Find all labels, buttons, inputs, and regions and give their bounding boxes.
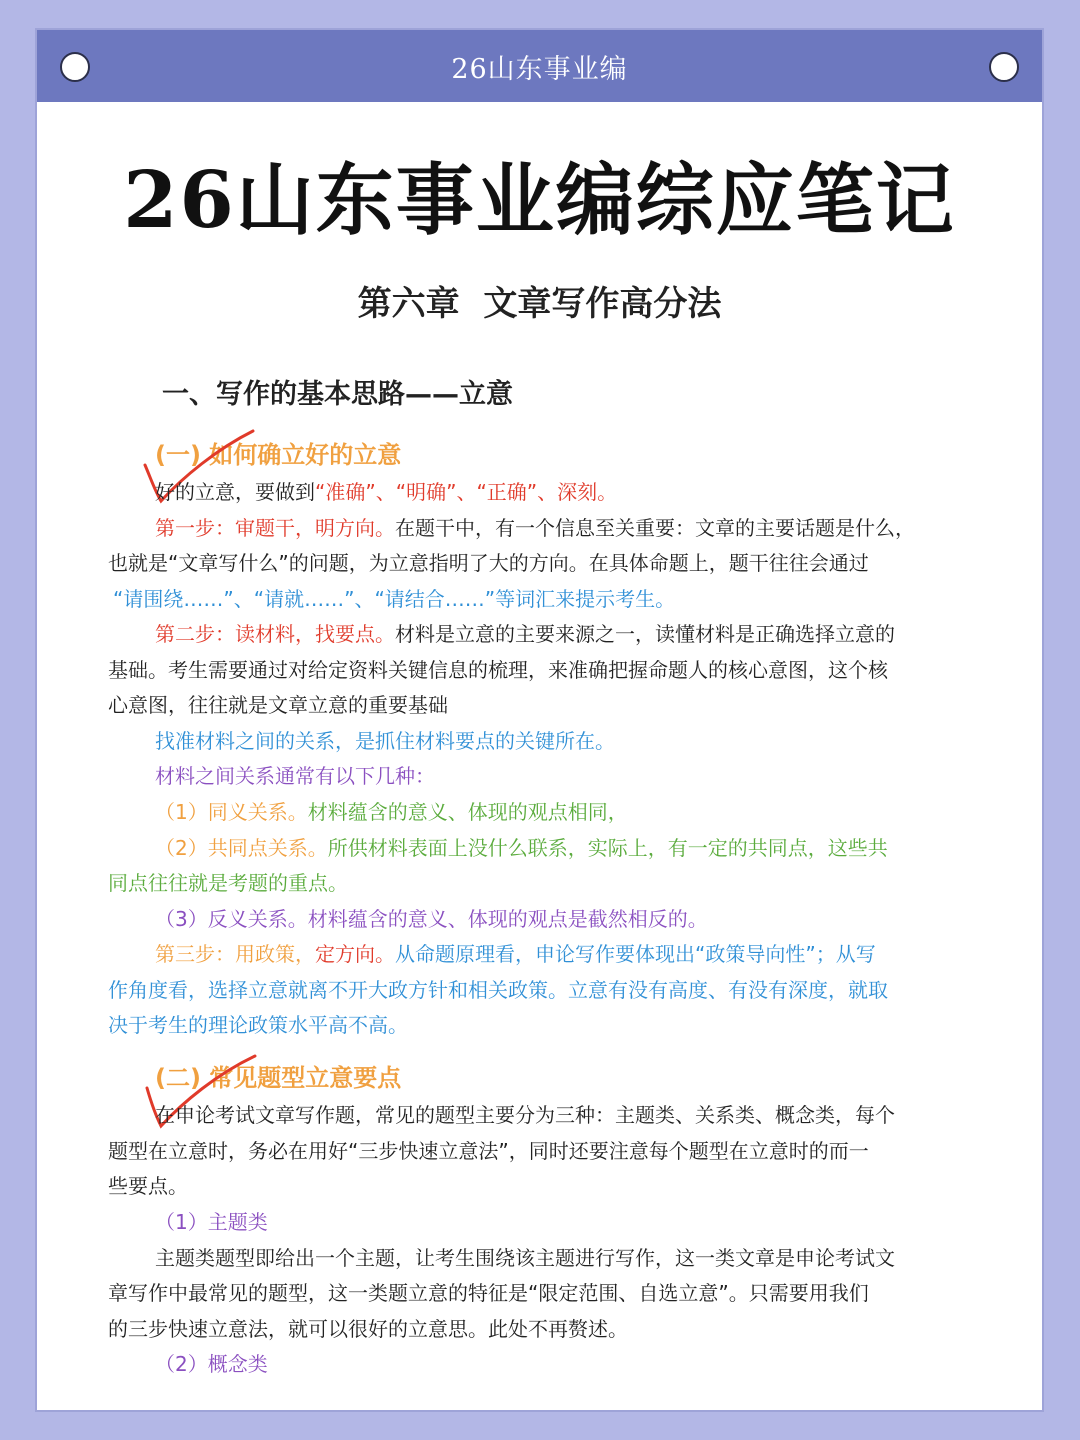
step1-text-1: 在题干中，有一个信息至关重要：文章的主要话题是什么，: [395, 516, 915, 540]
relation-1-line: [155, 798, 1017, 826]
intro-emphasis: “准确”、“明确”、“正确”、深刻。: [315, 480, 618, 504]
binder-hole-left-icon: [60, 52, 90, 82]
relation-intro-line: 材料之间关系通常有以下几种：: [155, 764, 435, 788]
step1-line-2: 也就是“文章写什么”的问题，为立意指明了大的方向。在具体命题上，题干往往会通过: [108, 551, 869, 575]
relation-key-line: 找准材料之间的关系，是抓住材料要点的关键所在。: [155, 729, 615, 753]
step3-text-1: 从命题原理看，申论写作要体现出“政策导向性”；从写: [395, 942, 876, 966]
step3-line-3: 决于考生的理论政策水平高不高。: [108, 1013, 408, 1037]
sub-heading-1: (一) 如何确立好的立意: [155, 441, 402, 469]
relation-3-text: 材料蕴含的意义、体现的观点是截然相反的。: [307, 907, 708, 931]
relation-2-label: （2）共同点关系。: [155, 836, 328, 860]
sub2-line-1: 在申论考试文章写作题，常见的题型主要分为三种：主题类、关系类、概念类，每个: [155, 1103, 895, 1127]
step3-line-1: [155, 940, 1017, 968]
intro-line: [155, 478, 1017, 506]
step2-line-2: 基础。考生需要通过对给定资料关键信息的梳理，来准确把握命题人的核心意图，这个核: [108, 658, 888, 682]
relation-1-label: （1）同义关系。: [155, 800, 308, 824]
step2-line-3: 心意图，往往就是文章立意的重要基础: [108, 693, 448, 717]
step1-line-3: “请围绕……”、“请就……”、“请结合……”等词汇来提示考生。: [113, 587, 676, 611]
step2-text-1: 材料是立意的主要来源之一，读懂材料是正确选择立意的: [395, 622, 895, 646]
relation-1-text: 材料蕴含的意义、体现的观点相同，: [307, 800, 628, 824]
chapter-title: 第六章 文章写作高分法: [357, 284, 722, 324]
relation-3-label: （3）反义关系。: [155, 907, 308, 931]
step2-line-1: [155, 620, 1017, 648]
step3-line-2: 作角度看，选择立意就离不开大政方针和相关政策。立意有没有高度、有没有深度，就取: [108, 978, 888, 1002]
header-title: 26山东事业编: [451, 53, 628, 85]
type-1-line-3: 的三步快速立意法，就可以很好的立意思。此处不再赘述。: [108, 1317, 628, 1341]
section-heading: 一、写作的基本思路——立意: [162, 379, 513, 410]
sub2-line-2: 题型在立意时，务必在用好“三步快速立意法”，同时还要注意每个题型在立意时的而一: [108, 1139, 869, 1163]
main-title: 26山东事业编综应笔记: [123, 155, 956, 246]
sub-heading-2: (二) 常见题型立意要点: [155, 1064, 402, 1092]
note-sheet: [37, 30, 1042, 1410]
step3-label-b: 定方向。: [315, 942, 395, 966]
step1-line-1: [155, 514, 1017, 542]
step1-label: 第一步：审题干，明方向。: [155, 516, 395, 540]
relation-2-line-2: 同点往往就是考题的重点。: [108, 871, 348, 895]
type-2-label: （2）概念类: [155, 1352, 268, 1376]
header-bar: [37, 30, 1042, 102]
relation-2-text-1: 所供材料表面上没什么联系，实际上，有一定的共同点，这些共: [327, 836, 888, 860]
binder-hole-right-icon: [989, 52, 1019, 82]
relation-2-line-1: [155, 834, 1017, 862]
relation-3-line: [155, 905, 1017, 933]
step2-label: 第二步：读材料，找要点。: [155, 622, 395, 646]
type-1-line-2: 章写作中最常见的题型，这一类题立意的特征是“限定范围、自选立意”。只需要用我们: [108, 1281, 869, 1305]
type-1-label: （1）主题类: [155, 1210, 268, 1234]
type-1-line-1: 主题类题型即给出一个主题，让考生围绕该主题进行写作，这一类文章是申论考试文: [155, 1246, 895, 1270]
step3-label-a: 第三步：用政策，: [155, 942, 315, 966]
sub2-line-3: 些要点。: [108, 1174, 188, 1198]
intro-text: 好的立意，要做到: [155, 480, 315, 504]
